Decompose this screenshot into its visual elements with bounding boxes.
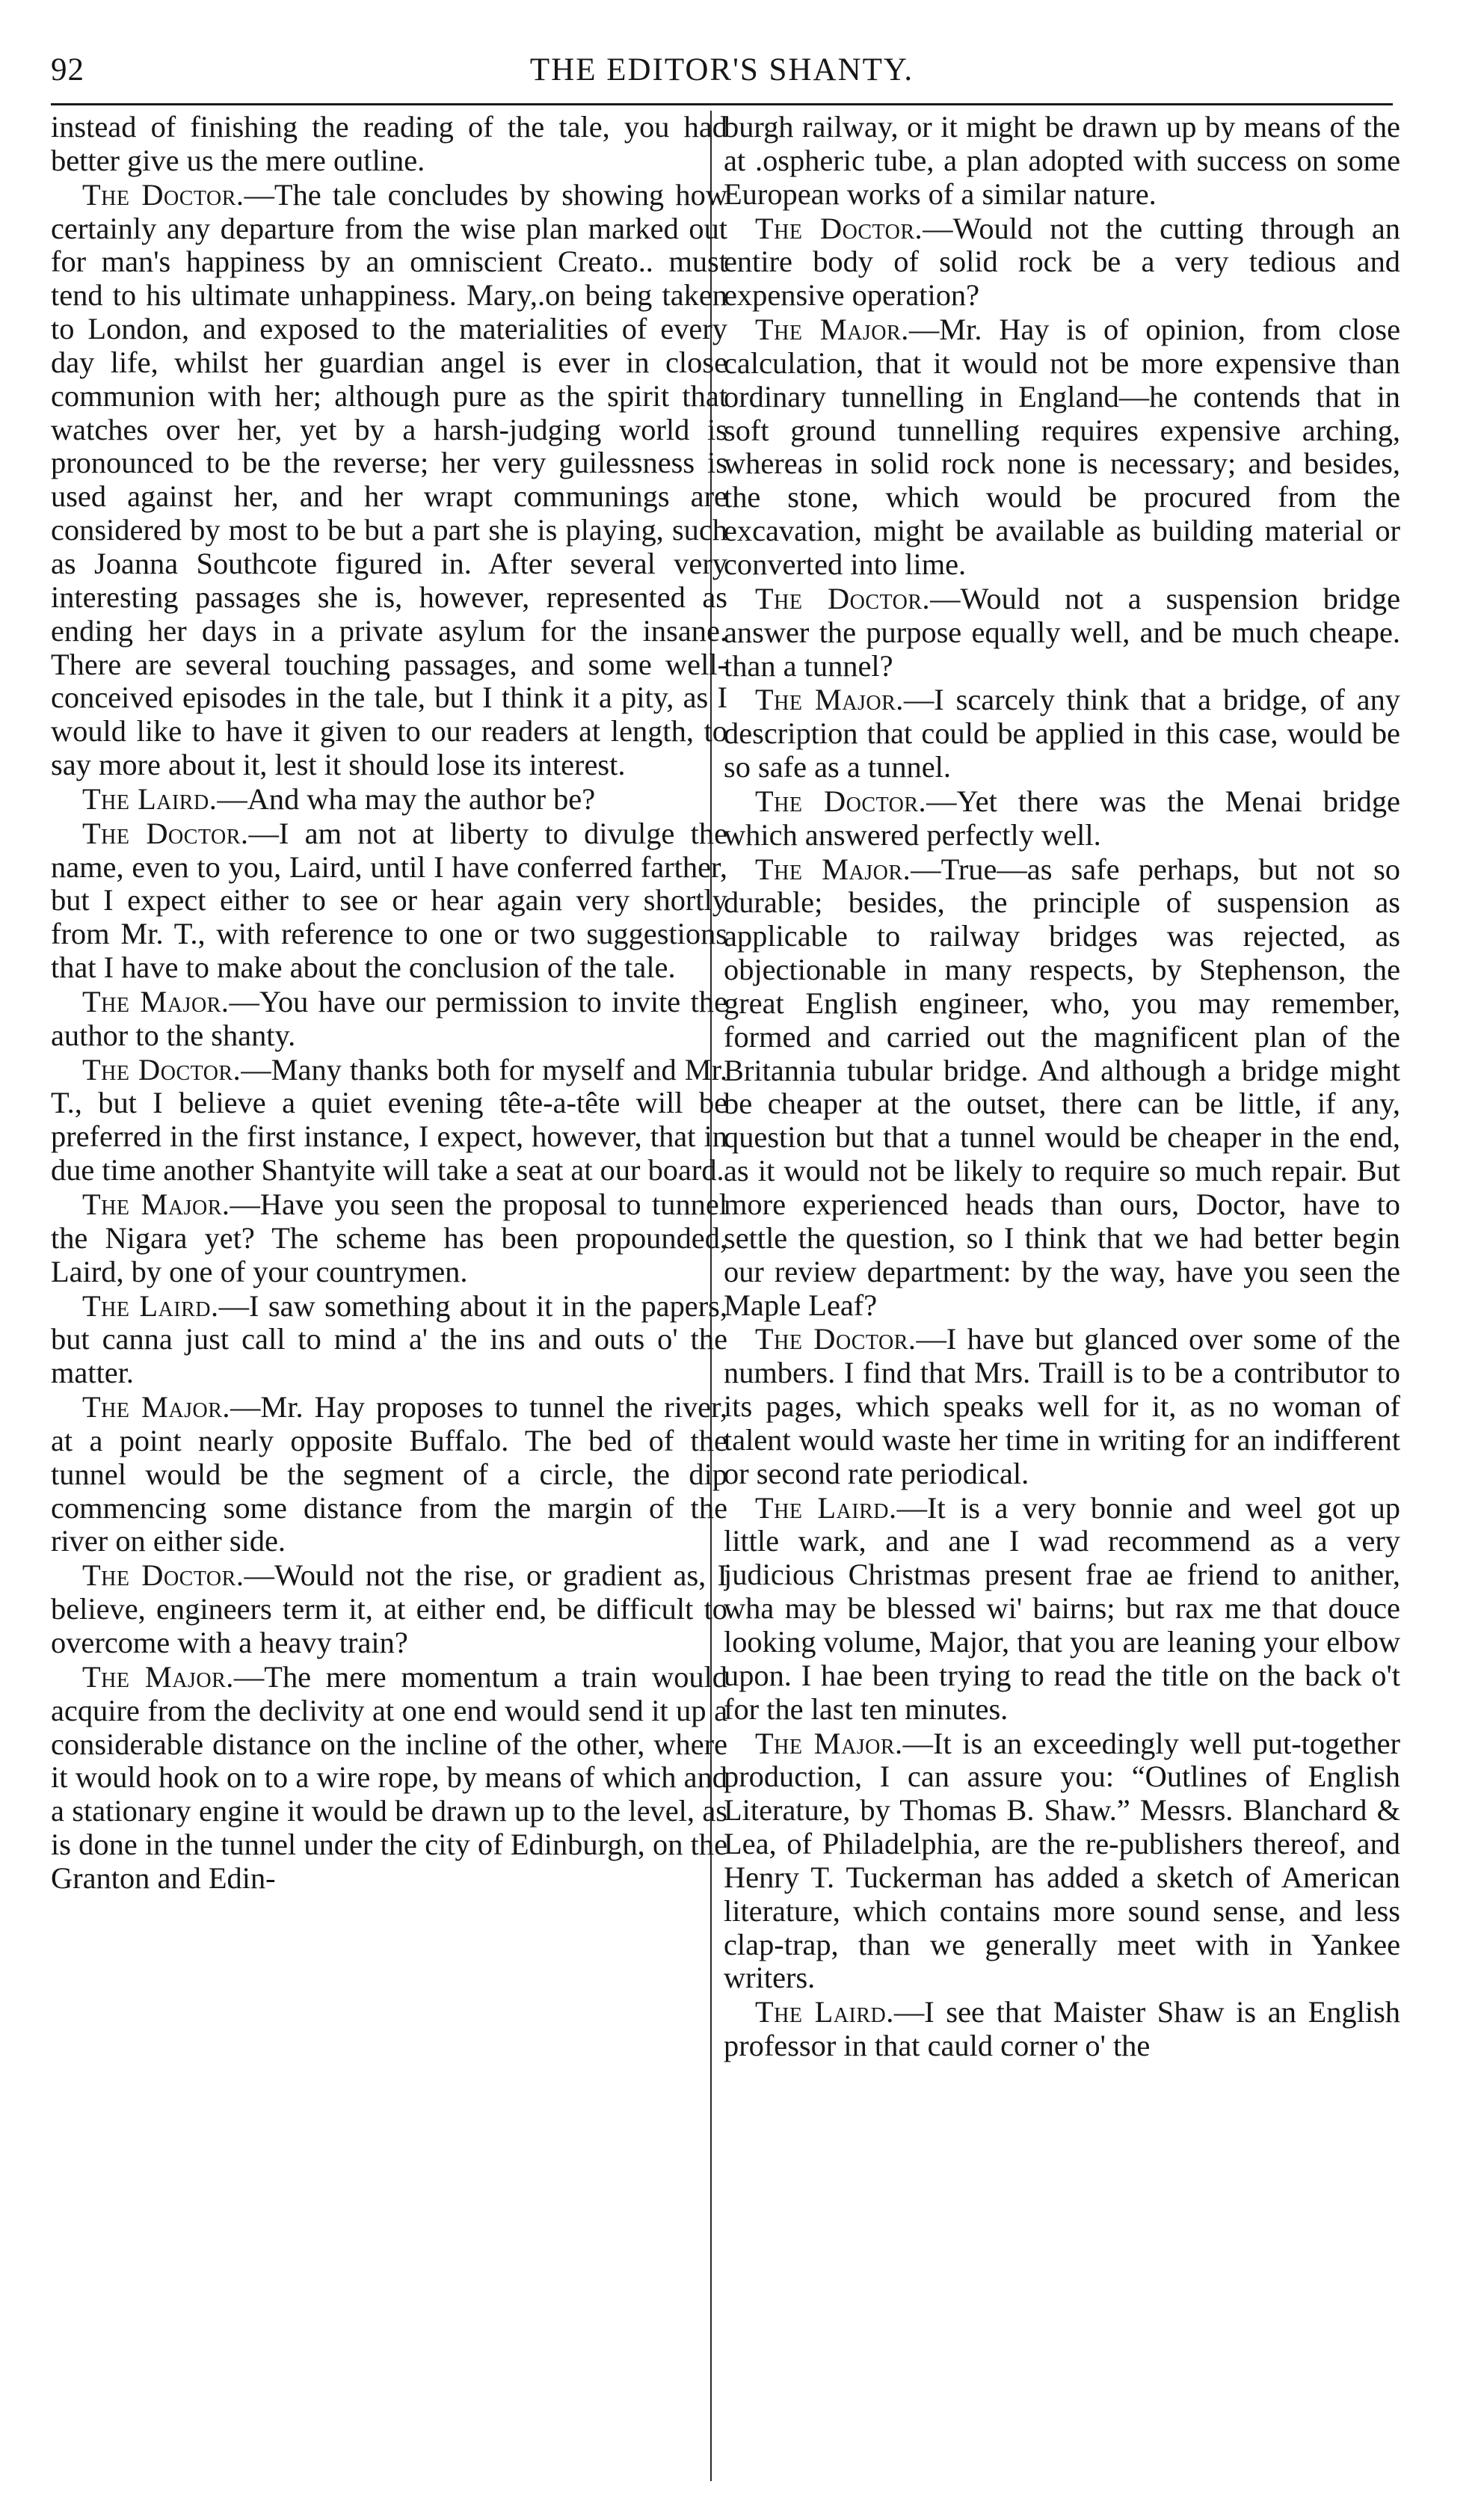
- paragraph: The Doctor.—Yet there was the Menai bridge which answered perfectly well.: [724, 784, 1400, 852]
- header-rule: [51, 103, 1393, 105]
- paragraph: The Doctor.—I have but glanced over some of the numbers. I find that Mrs. Traill is to be a contributor to its pages, which speaks well for it, as no woman of talent would waste her time in writing for an indifferent or second rate periodical.: [724, 1322, 1400, 1490]
- paragraph: The Major.—You have our permission to invite the author to the shanty.: [51, 984, 727, 1052]
- paragraph: The Doctor.—Would not a suspension bridge answer the purpose equally well, and be much cheape. than a tunnel?: [724, 581, 1400, 683]
- page-header: [51, 48, 1393, 93]
- paragraph: The Laird.—And wha may the author be?: [82, 781, 596, 816]
- paragraph: The Major.—It is an exceedingly well put-together production, I can assure you: “Outlines of English Literature, by Thomas B. Shaw.” Messrs. Blanchard & Lea, of Philadelphia, are the re-publishers thereof, and Henry T. Tuckerman has added a sketch of American literature, which contains more sound sense, and less clap-trap, than we generally meet with in Yankee writers.: [724, 1726, 1400, 1995]
- paragraph: The Doctor.—Many thanks both for myself and Mr. T., but I believe a quiet evening tête-a-tête will be preferred in the first instance, I expect, however, that in due time another Shantyite will take a seat at our board.: [51, 1052, 727, 1187]
- paragraph: The Major.—Have you seen the proposal to tunnel the Nigara yet? The scheme has been propounded, Laird, by one of your countrymen.: [51, 1187, 727, 1288]
- paragraph: The Major.—I scarcely think that a bridge, of any description that could be applied in this case, would be so safe as a tunnel.: [724, 683, 1400, 784]
- paragraph: instead of finishing the reading of the tale, you had better give us the mere outline.: [51, 111, 727, 177]
- paragraph: The Major.—True—as safe perhaps, but not so durable; besides, the principle of suspension as applicable to railway bridges was rejected, as objectionable in many respects, by Stephenson, the great English engineer, who, you may remember, formed and carried out the magnificent plan of the Britannia tubular bridge. And although a bridge might be cheaper at the outset, there can be little, if any, question but that a tunnel would be cheaper in the end, as it would not be likely to require so much repair. But more experienced heads than ours, Doctor, have to settle the question, so I think that we had better begin our review department: by the way, have you seen the Maple Leaf?: [724, 852, 1400, 1322]
- paragraph: The Doctor.—The tale concludes by showing how certainly any departure from the wise plan marked out for man's happiness by an omniscient Creato.. must tend to his ultimate unhappiness. Mary,.on being taken to London, and exposed to the materialities of every day life, whilst her guardian angel is ever in close communion with her; although pure as the spirit that watches over her, yet by a harsh-judging world is pronounced to be the reverse; her very guilessness is used against her, and her wrapt communings are considered by most to be but a part she is playing, such as Joanna Southcote figured in. After several very interesting passages she is, however, represented as ending her days in a private asylum for the insane. There are several touching passages, and some well-conceived episodes in the tale, but I think it a pity, as I would like to have it given to our readers at length, to say more about it, lest it should lose its interest.: [51, 177, 727, 782]
- paragraph: The Laird.—It is a very bonnie and weel got up little wark, and ane I wad recommend as a very judicious Christmas present frae ae friend to anither, wha may be blessed wi' bairns; but rax me that douce looking volume, Major, that you are leaning your elbow upon. I hae been trying to read the title on the back o't for the last ten minutes.: [724, 1490, 1400, 1726]
- paragraph: The Laird.—I see that Maister Shaw is an English professor in that cauld corner o' the: [724, 1995, 1400, 2063]
- running-head: THE EDITOR'S SHANTY.: [529, 52, 914, 87]
- paragraph: The Major.—Mr. Hay is of opinion, from close calculation, that it would not be more expensive than ordinary tunnelling in England—he contends that in soft ground tunnelling requires expensive arching, whereas in solid rock none is necessary; and besides, the stone, which would be procured from the excavation, might be available as building material or converted into lime.: [724, 313, 1400, 581]
- right-column: [724, 111, 1400, 2489]
- paragraph: The Laird.—I saw something about it in the papers, but canna just call to mind a' the ins and outs o' the matter.: [51, 1288, 727, 1390]
- left-column: [51, 111, 727, 2489]
- paragraph: The Doctor.—Would not the cutting through an entire body of solid rock be a very tedious and expensive operation?: [724, 211, 1400, 313]
- page-number: 92: [51, 52, 84, 87]
- paragraph: burgh railway, or it might be drawn up by means of the at .ospheric tube, a plan adopted with success on some European works of a similar nature.: [724, 111, 1400, 211]
- paragraph: The Major.—Mr. Hay proposes to tunnel the river, at a point nearly opposite Buffalo. The bed of the tunnel would be the segment of a circle, the dip commencing some distance from the margin of the river on either side.: [51, 1390, 727, 1558]
- paragraph: The Major.—The mere momentum a train would acquire from the declivity at one end would send it up a considerable distance on the incline of the other, where it would hook on to a wire rope, by means of which and a stationary engine it would be drawn up to the level, as is done in the tunnel under the city of Edinburgh, on the Granton and Edin-: [51, 1659, 727, 1895]
- paragraph: The Doctor.—Would not the rise, or gradient as, I believe, engineers term it, at either end, be difficult to overcome with a heavy train?: [51, 1558, 727, 1659]
- paragraph: The Doctor.—I am not at liberty to divulge the name, even to you, Laird, until I have conferred farther, but I expect either to see or hear again very shortly from Mr. T., with reference to one or two suggestions that I have to make about the conclusion of the tale.: [51, 816, 727, 985]
